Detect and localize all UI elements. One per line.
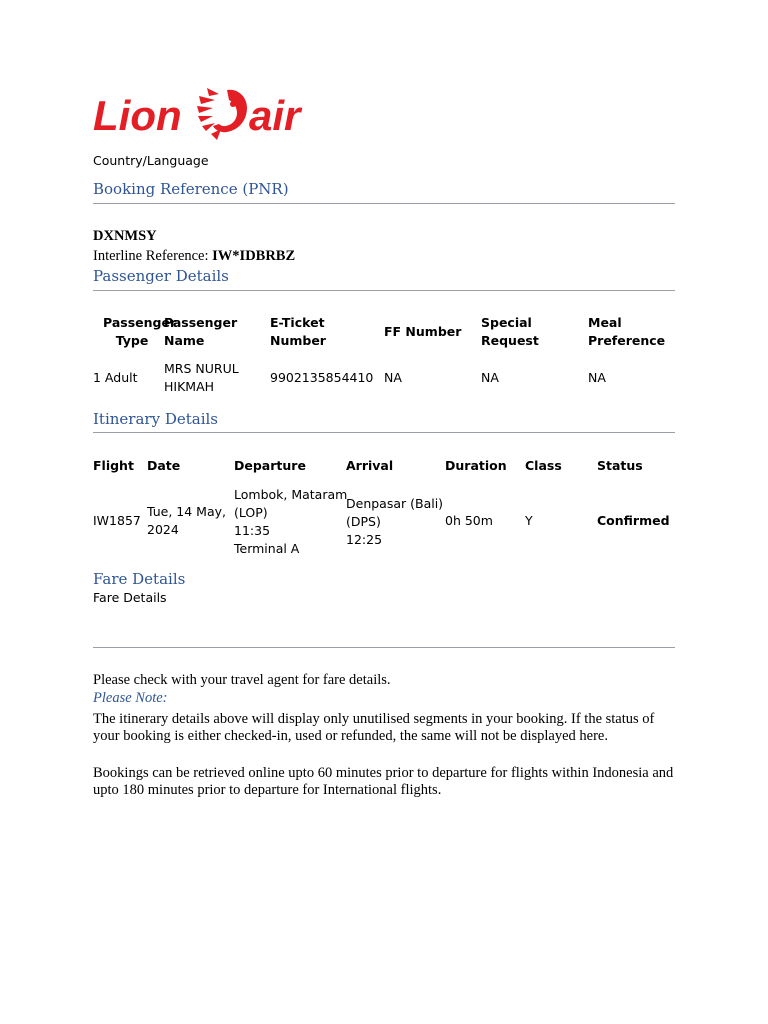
interline-value: IW*IDBRBZ — [212, 248, 296, 264]
fare-divider — [93, 647, 675, 648]
departure-value: Lombok, Mataram (LOP) 11:35 Terminal A — [234, 487, 348, 556]
col-meal-preference: Meal Preference — [588, 315, 666, 348]
duration-value: 0h 50m — [445, 513, 493, 528]
lion-air-logo-graphic — [93, 84, 315, 144]
col-passenger-name: Passenger Name — [164, 315, 238, 348]
fare-details-subtitle: Fare Details — [93, 590, 167, 605]
fare-details-heading: Fare Details — [93, 570, 186, 588]
flight-date-value: Tue, 14 May, 2024 — [147, 504, 226, 537]
passenger-type-value: 1 Adult — [93, 370, 138, 385]
col-class: Class — [525, 458, 562, 473]
meal-preference-value: NA — [588, 370, 606, 385]
itinerary-details-heading: Itinerary Details — [93, 410, 218, 428]
passenger-details-heading: Passenger Details — [93, 267, 229, 285]
col-passenger-type: Passenger Type — [103, 315, 177, 348]
col-date: Date — [147, 458, 181, 473]
retrieval-note: Bookings can be retrieved online upto 60 minutes prior to departure for flights within Indonesia and upto 180 minutes prior to departure for International flights. — [93, 765, 674, 798]
col-duration: Duration — [445, 458, 507, 473]
logo-word-lion: Lion — [93, 92, 182, 139]
itinerary-divider — [93, 432, 675, 433]
lion-head-icon — [197, 88, 247, 140]
ff-number-value: NA — [384, 370, 402, 385]
special-request-value: NA — [481, 370, 499, 385]
status-badge: Confirmed — [597, 513, 670, 528]
itinerary-display-note: The itinerary details above will display only unutilised segments in your booking. If the status of your booking is either checked-in, used or refunded, the same will not be displayed here. — [93, 711, 655, 744]
interline-reference — [93, 248, 295, 265]
interline-label: Interline Reference: — [93, 248, 209, 264]
check-agent-note: Please check with your travel agent for fare details. — [93, 672, 391, 688]
please-note-label: Please Note: — [93, 690, 168, 706]
flight-number-value: IW1857 — [93, 513, 141, 528]
col-ff-number: FF Number — [384, 324, 462, 339]
col-eticket-number: E-Ticket Number — [270, 315, 326, 348]
booking-divider — [93, 203, 675, 204]
lion-air-logo — [93, 84, 315, 144]
booking-reference-heading: Booking Reference (PNR) — [93, 180, 289, 198]
passenger-name-value: MRS NURUL HIKMAH — [164, 361, 239, 394]
passenger-divider — [93, 290, 675, 291]
eticket-value: 9902135854410 — [270, 370, 374, 385]
col-status: Status — [597, 458, 643, 473]
class-value: Y — [525, 513, 533, 528]
arrival-value: Denpasar (Bali) (DPS) 12:25 — [346, 496, 444, 547]
col-arrival: Arrival — [346, 458, 394, 473]
col-departure: Departure — [234, 458, 306, 473]
country-language-link[interactable]: Country/Language — [93, 153, 209, 168]
col-flight: Flight — [93, 458, 134, 473]
col-special-request: Special Request — [481, 315, 539, 348]
logo-word-air: air — [249, 92, 301, 139]
pnr-code: DXNMSY — [93, 228, 157, 244]
